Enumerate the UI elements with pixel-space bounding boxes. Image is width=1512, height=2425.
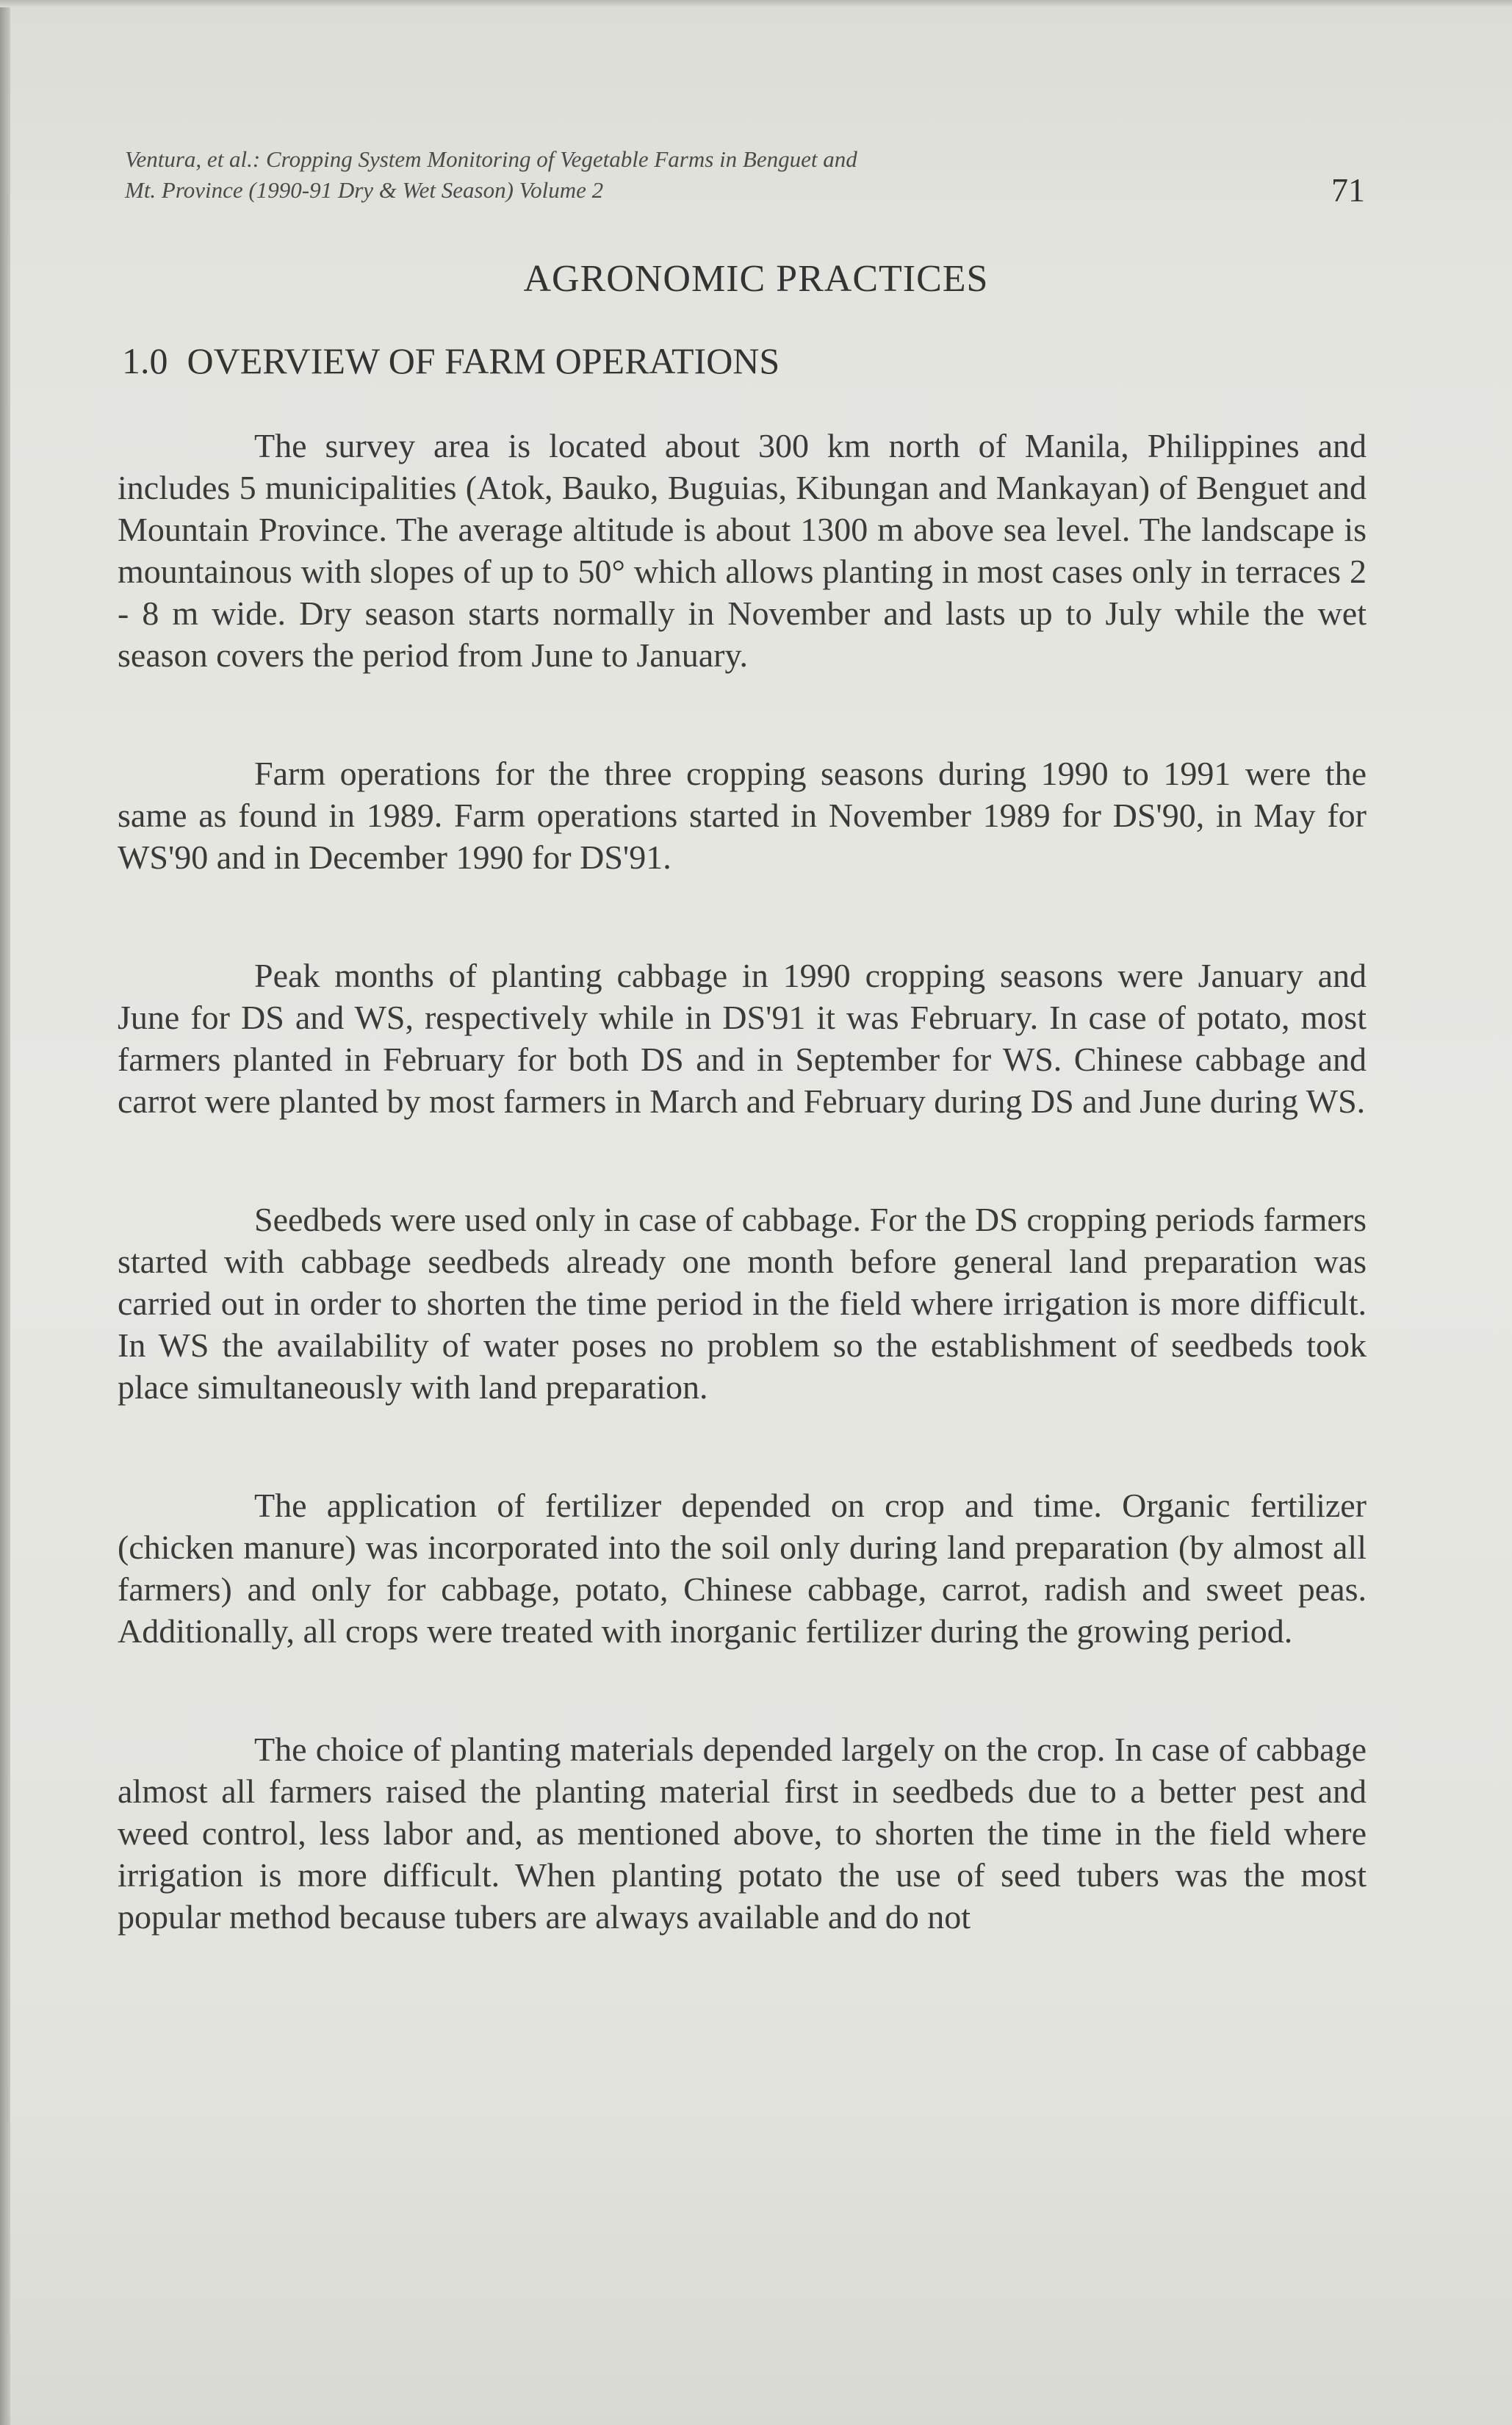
running-head-line-2: Mt. Province (1990-91 Dry & Wet Season) Volume 2	[125, 177, 604, 203]
paragraph-peak-months: Peak months of planting cabbage in 1990 cropping seasons were January and June for DS and WS, respectively while in DS'91 it was February. In case of potato, most farmers planted in February for both DS and in September for WS. Chinese cabbage and carrot were planted by most farmers in March and February during DS and June during WS.	[118, 957, 1367, 1120]
page-top-edge-shadow	[0, 0, 1512, 7]
subsection-title: OVERVIEW OF FARM OPERATIONS	[187, 340, 780, 381]
page-number: 71	[1331, 171, 1365, 209]
paragraph-survey-area: The survey area is located about 300 km north of Manila, Philippines and includes 5 municipalities (Atok, Bauko, Buguias, Kibungan and Mankayan) of Benguet and Mountain Province. The average altitude is about 1300 m above sea level. The landscape is mountainous with slopes of up to 50° which allows planting in most cases only in terraces 2 - 8 m wide. Dry season starts normally in November and lasts up to July while the wet season covers the period from June to January.	[118, 427, 1367, 674]
running-head-line-1: Ventura, et al.: Cropping System Monitoring of Vegetable Farms in Benguet and	[125, 146, 857, 172]
subsection-number: 1.0	[122, 340, 168, 381]
paragraph-fertilizer: The application of fertilizer depended on crop and time. Organic fertilizer (chicken manure) was incorporated into the soil only during land preparation (by almost all farmers) and only for cabbage, potato, Chinese cabbage, carrot, radish and sweet peas. Additionally, all crops were treated with inorganic fertilizer during the growing period.	[118, 1487, 1367, 1650]
paragraph-seedbeds: Seedbeds were used only in case of cabbage. For the DS cropping periods farmers started with cabbage seedbeds already one month before general land preparation was carried out in order to shorten the time period in the field where irrigation is more difficult. In WS the availability of water poses no problem so the establishment of seedbeds took place simultaneously with land preparation.	[118, 1201, 1367, 1406]
body-text	[118, 425, 1367, 1938]
running-head	[125, 144, 1183, 206]
subsection-heading	[122, 340, 780, 382]
paragraph-farm-operations: Farm operations for the three cropping seasons during 1990 to 1991 were the same as found in 1989. Farm operations started in November 1989 for DS'90, in May for WS'90 and in December 1990 for DS'91.	[118, 755, 1367, 876]
paragraph-planting-materials: The choice of planting materials depended largely on the crop. In case of cabbage almost all farmers raised the planting material first in seedbeds due to a better pest and weed control, less labor and, as mentioned above, to shorten the time in the field where irrigation is more difficult. When planting potato the use of seed tubers was the most popular method because tubers are always available and do not	[118, 1731, 1367, 1936]
page-left-edge-shadow	[0, 0, 10, 2425]
section-title: AGRONOMIC PRACTICES	[523, 258, 989, 300]
